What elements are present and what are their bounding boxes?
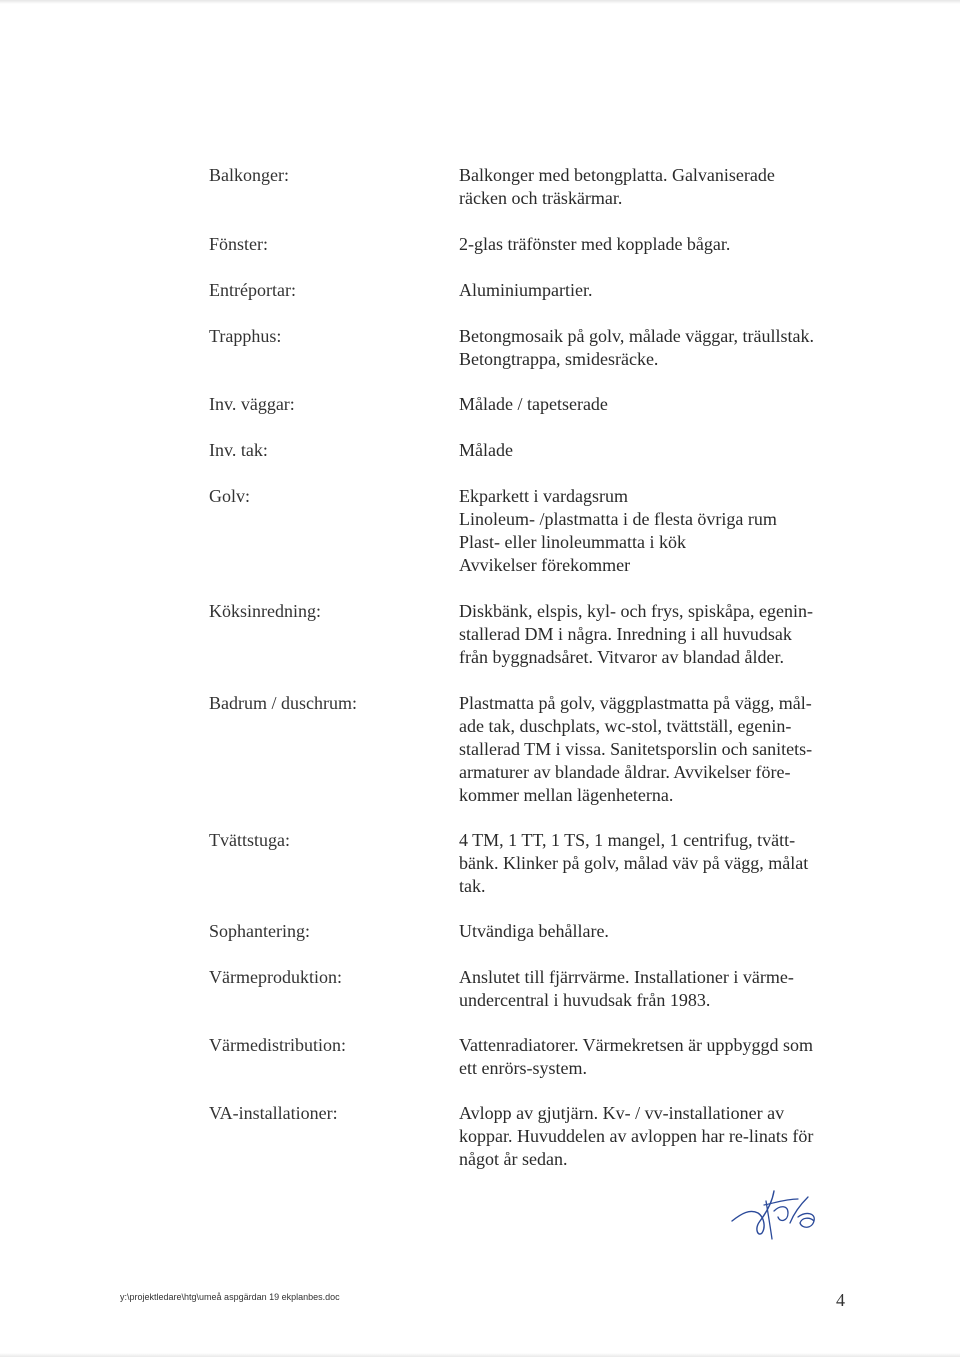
- text-line: Avlopp av gjutjärn. Kv- / vv-installationer av: [459, 1103, 785, 1123]
- text-line: bänk. Klinker på golv, målad väv på vägg, målat: [459, 853, 809, 873]
- text-line: Plast- eller linoleummatta i kök: [459, 532, 686, 552]
- page-number: 4: [836, 1290, 845, 1310]
- label-va-installationer: VA-installationer:: [209, 1103, 338, 1123]
- value-tvattstuga: [459, 829, 859, 898]
- label-trapphus: Trapphus:: [209, 326, 282, 346]
- scan-edge-bottom: [0, 1353, 960, 1357]
- label-golv: Golv:: [209, 486, 251, 506]
- text-line: Ekparkett i vardagsrum: [459, 486, 628, 506]
- scan-edge-top: [0, 0, 960, 4]
- label-varmedistribution: Värmedistribution:: [209, 1035, 346, 1055]
- text-line: undercentral i huvudsak från 1983.: [459, 990, 711, 1010]
- text-line: från byggnadsåret. Vitvaror av blandad ålder.: [459, 647, 784, 667]
- footer-file-path: y:\projektledare\htg\umeå aspgärdan 19 ekplanbes.doc: [120, 1292, 340, 1302]
- text-line: ade tak, duschplats, wc-stol, tvättställ, egenin-: [459, 716, 792, 736]
- text-line: räcken och träskärmar.: [459, 188, 623, 208]
- label-balkonger: Balkonger:: [209, 165, 289, 185]
- label-badrum: Badrum / duschrum:: [209, 693, 357, 713]
- text-line: Vattenradiatorer. Värmekretsen är uppbyggd som: [459, 1035, 814, 1055]
- text-line: Utvändiga behållare.: [459, 921, 609, 941]
- text-line: koppar. Huvuddelen av avloppen har re-linats för: [459, 1126, 814, 1146]
- value-badrum: [459, 692, 859, 807]
- text-line: tak.: [459, 876, 486, 896]
- text-line: 2-glas träfönster med kopplade bågar.: [459, 234, 731, 254]
- value-koksinredning: [459, 600, 859, 669]
- value-trapphus: [459, 325, 859, 371]
- text-line: Betongmosaik på golv, målade väggar, träullstak.: [459, 326, 815, 346]
- label-varmeproduktion: Värmeproduktion:: [209, 967, 342, 987]
- text-line: stallerad DM i några. Inredning i all huvudsak: [459, 624, 792, 644]
- text-line: ett enrörs-system.: [459, 1058, 587, 1078]
- value-varmeproduktion: [459, 966, 859, 1012]
- text-line: något år sedan.: [459, 1149, 568, 1169]
- value-sophantering: [459, 920, 859, 943]
- text-line: Betongtrappa, smidesräcke.: [459, 349, 659, 369]
- text-line: stallerad TM i vissa. Sanitetsporslin och sanitets-: [459, 739, 813, 759]
- label-koksinredning: Köksinredning:: [209, 601, 321, 621]
- handwritten-signature-icon: [728, 1183, 828, 1243]
- label-inv-tak: Inv. tak:: [209, 440, 268, 460]
- value-fonster: [459, 233, 859, 256]
- text-line: kommer mellan lägenheterna.: [459, 785, 674, 805]
- text-line: Anslutet till fjärrvärme. Installationer i värme-: [459, 967, 794, 987]
- text-line: armaturer av blandade åldrar. Avvikelser före-: [459, 762, 791, 782]
- label-tvattstuga: Tvättstuga:: [209, 830, 290, 850]
- label-fonster: Fönster:: [209, 234, 269, 254]
- value-varmedistribution: [459, 1034, 859, 1080]
- text-line: Målade: [459, 440, 513, 460]
- value-va-installationer: [459, 1102, 859, 1171]
- text-line: Diskbänk, elspis, kyl- och frys, spiskåpa, egenin-: [459, 601, 813, 621]
- value-balkonger: [459, 164, 859, 210]
- label-sophantering: Sophantering:: [209, 921, 310, 941]
- text-line: Aluminiumpartier.: [459, 280, 593, 300]
- label-entreportar: Entréportar:: [209, 280, 296, 300]
- value-golv: [459, 485, 859, 577]
- text-line: Plastmatta på golv, väggplastmatta på vägg, mål-: [459, 693, 812, 713]
- text-line: Linoleum- /plastmatta i de flesta övriga rum: [459, 509, 777, 529]
- value-inv-vaggar: [459, 393, 859, 416]
- value-inv-tak: [459, 439, 859, 462]
- label-inv-vaggar: Inv. väggar:: [209, 394, 295, 414]
- value-entreportar: [459, 279, 859, 302]
- text-line: 4 TM, 1 TT, 1 TS, 1 mangel, 1 centrifug, tvätt-: [459, 830, 796, 850]
- text-line: Balkonger med betongplatta. Galvaniserade: [459, 165, 775, 185]
- text-line: Målade / tapetserade: [459, 394, 608, 414]
- text-line: Avvikelser förekommer: [459, 555, 631, 575]
